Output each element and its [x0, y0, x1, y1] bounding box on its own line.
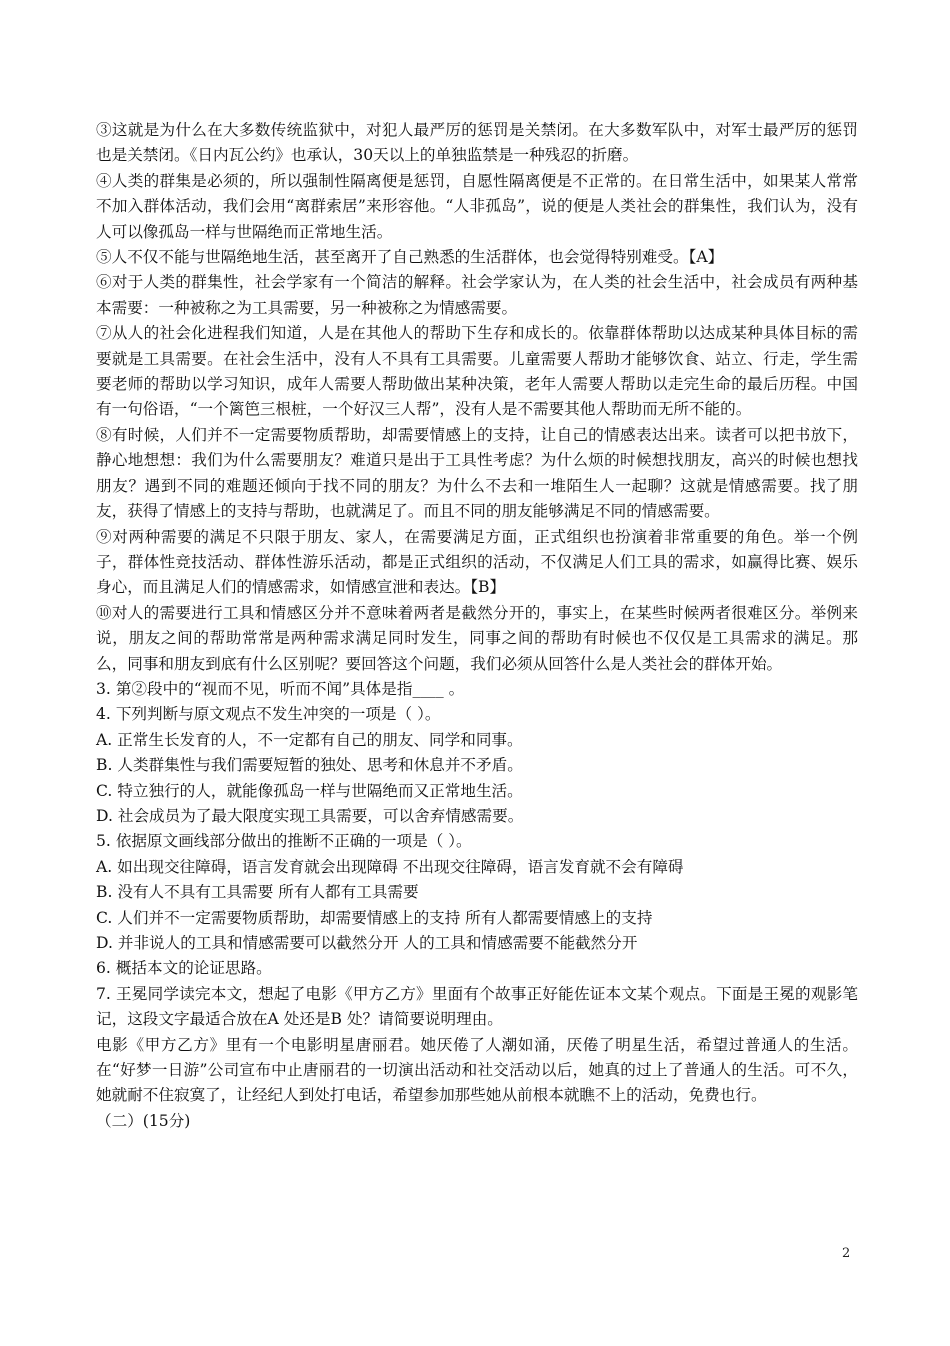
question-7-passage: 电影《甲方乙方》里有一个电影明星唐丽君。她厌倦了人潮如涌，厌倦了明星生活，希望过普通人的生活。在“好梦一日游”公司宣布中止唐丽君的一切演出活动和社交活动以后，她真的过上了普通人的生活。可不久，她就耐不住寂寞了，让经纪人到处打电话，希望参加那些她从前根本就瞧不上的活动，免费也行。: [96, 1035, 858, 1105]
section-heading: （二）(15分): [96, 1111, 191, 1130]
question-6: 6. 概括本文的论证思路。: [96, 959, 272, 978]
paragraph-10: ⑩对人的需要进行工具和情感区分并不意味着两者是截然分开的，事实上，在某些时候两者很难区分。举例来说，朋友之间的帮助常常是两种需求满足同时发生，同事之间的帮助有时候也不仅仅是工具需求的满足。那么，同事和朋友到底有什么区别呢？要回答这个问题，我们必须从回答什么是人类社会的群体开始。: [96, 603, 858, 673]
question-3: 3. 第②段中的“视而不见，听而不闻”具体是指____ 。: [96, 679, 465, 698]
question-4-option-b: B. 人类群集性与我们需要短暂的独处、思考和休息并不矛盾。: [96, 756, 523, 775]
paragraph-9: ⑨对两种需要的满足不只限于朋友、家人，在需要满足方面，正式组织也扮演着非常重要的角色。举一个例子，群体性竞技活动、群体性游乐活动，都是正式组织的活动，不仅满足人们工具的需求，如赢得比赛、娱乐身心，而且满足人们的情感需求，如情感宣泄和表达。【B】: [96, 527, 858, 597]
question-4-option-a: A. 正常生长发育的人，不一定都有自己的朋友、同学和同事。: [96, 730, 523, 749]
paragraph-4: ④人类的群集是必须的，所以强制性隔离便是惩罚，自愿性隔离便是不正常的。在日常生活中，如果某人常常不加入群体活动，我们会用“离群索居”来形容他。“人非孤岛”，说的便是人类社会的群集性，我们认为，没有人可以像孤岛一样与世隔绝而正常地生活。: [96, 171, 858, 241]
question-4-option-d: D. 社会成员为了最大限度实现工具需要，可以舍弃情感需要。: [96, 806, 524, 825]
question-5-option-d: D. 并非说人的工具和情感需要可以截然分开 人的工具和情感需要不能截然分开: [96, 934, 638, 952]
paragraph-6: ⑥对于人类的群集性，社会学家有一个简洁的解释。社会学家认为，在人类的社会生活中，社会成员有两种基本需要：一种被称之为工具需要，另一种被称之为情感需要。: [96, 273, 858, 317]
question-5-option-c: C. 人们并不一定需要物质帮助，却需要情感上的支持 所有人都需要情感上的支持: [96, 908, 653, 927]
paragraph-7: ⑦从人的社会化进程我们知道，人是在其他人的帮助下生存和成长的。依靠群体帮助以达成某种具体目标的需要就是工具需要。在社会生活中，没有人不具有工具需要。儿童需要人帮助才能够饮食、站立、行走，学生需要老师的帮助以学习知识，成年人需要人帮助做出某种决策，老年人需要人帮助以走完生命的最后历程。中国有一句俗语，“一个篱笆三根桩，一个好汉三人帮”，没有人是不需要其他人帮助而无所不能的。: [96, 324, 858, 419]
paragraph-3: ③这就是为什么在大多数传统监狱中，对犯人最严厉的惩罚是关禁闭。在大多数军队中，对军士最严厉的惩罚也是关禁闭。《日内瓦公约》也承认，30天以上的单独监禁是一种残忍的折磨。: [96, 121, 858, 165]
question-5: 5. 依据原文画线部分做出的推断不正确的一项是（ ）。: [96, 832, 472, 851]
question-5-option-b: B. 没有人不具有工具需要 所有人都有工具需要: [96, 883, 419, 902]
document-body: [96, 118, 858, 1134]
question-5-option-a: A. 如出现交往障碍，语言发育就会出现障碍 不出现交往障碍，语言发育就不会有障碍: [96, 857, 684, 876]
question-4-option-c: C. 特立独行的人，就能像孤岛一样与世隔绝而又正常地生活。: [96, 781, 523, 800]
question-4: 4. 下列判断与原文观点不发生冲突的一项是（ ）。: [96, 705, 441, 724]
paragraph-5: ⑤人不仅不能与世隔绝地生活，甚至离开了自己熟悉的生活群体，也会觉得特别难受。【A】: [96, 248, 724, 267]
page-number: 2: [842, 1246, 851, 1261]
question-7: 7. 王冕同学读完本文，想起了电影《甲方乙方》里面有个故事正好能佐证本文某个观点。下面是王冕的观影笔记，这段文字最适合放在A 处还是B 处？请简要说明理由。: [96, 984, 858, 1029]
paragraph-8: ⑧有时候，人们并不一定需要物质帮助，却需要情感上的支持，让自己的情感表达出来。读者可以把书放下，静心地想想：我们为什么需要朋友？难道只是出于工具性考虑？为什么烦的时候想找朋友，高兴的时候也想找朋友？遇到不同的难题还倾向于找不同的朋友？为什么不去和一堆陌生人一起聊？这就是情感需要。找了朋友，获得了情感上的支持与帮助，也就满足了。而且不同的朋友能够满足不同的情感需要。: [96, 425, 858, 521]
